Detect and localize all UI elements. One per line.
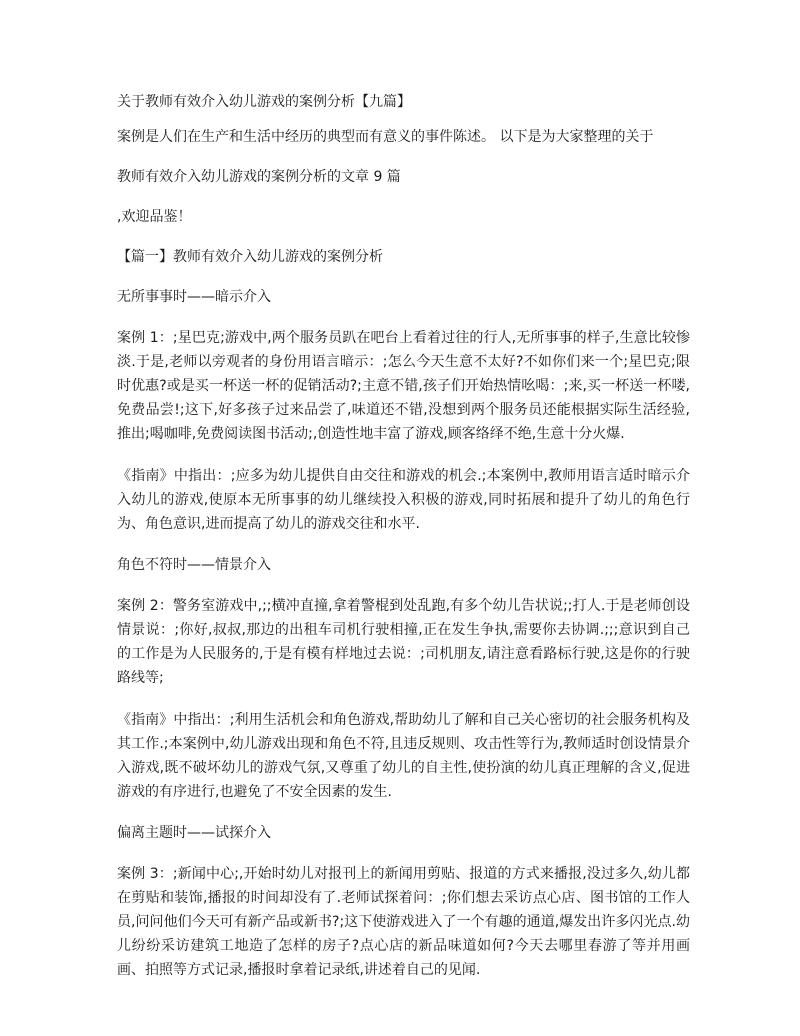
- guide-1-paragraph: 《指南》中指出：;应多为幼儿提供自由交往和游戏的机会.;本案例中,教师用语言适时暗示介入幼儿的游戏,使原本无所事事的幼儿继续投入积极的游戏,同时拓展和提升了幼儿的角色行为、角色意识,进而提高了幼儿的游戏交往和水平.: [117, 468, 690, 532]
- case-2-paragraph: 案例 2：警务室游戏中,;;横冲直撞,拿着警棍到处乱跑,有多个幼儿告状说;;打人.于是老师创设情景说：;你好,叔叔,那边的出租车司机行驶相撞,正在发生争执,需要你去协调.;;;意识到自己的工作是为人民服务的,于是有模有样地过去说：;司机朋友,请注意看路标行驶,这是你的行驶路线等;: [117, 598, 690, 686]
- intro-line-1: 案例是人们在生产和生活中经历的典型而有意义的事件陈述。 以下是为大家整理的关于: [117, 129, 654, 145]
- intro-line-2: 教师有效介入幼儿游戏的案例分析的文章 9 篇: [117, 169, 401, 185]
- subheading-scenario-intervention: 角色不符时——情景介入: [117, 557, 271, 573]
- document-title: 关于教师有效介入幼儿游戏的案例分析【九篇】: [117, 94, 411, 110]
- subheading-hint-intervention: 无所事事时——暗示介入: [117, 289, 271, 305]
- intro-line-3: ,欢迎品鉴！: [117, 209, 192, 225]
- subheading-probe-intervention: 偏离主题时——试探介入: [117, 825, 271, 841]
- case-1-paragraph: 案例 1：;星巴克;游戏中,两个服务员趴在吧台上看着过往的行人,无所事事的样子,生意比较惨淡.于是,老师以旁观者的身份用语言暗示：;怎么今天生意不太好?不如你们来一个;星巴克;限时优惠?或是买一杯送一杯的促销活动?;主意不错,孩子们开始热情吆喝：;来,买一杯送一杯喽,免费品尝!;这下,好多孩子过来品尝了,味道还不错,没想到两个服务员还能根据实际生活经验,推出;喝咖啡,免费阅读图书活动;,创造性地丰富了游戏,顾客络绎不绝,生意十分火爆.: [117, 330, 690, 442]
- guide-2-paragraph: 《指南》中指出：;利用生活机会和角色游戏,帮助幼儿了解和自己关心密切的社会服务机构及其工作.;本案例中,幼儿游戏出现和角色不符,且违反规则、攻击性等行为,教师适时创设情景介入游戏,既不破坏幼儿的游戏气氛,又尊重了幼儿的自主性,使扮演的幼儿真正理解的含义,促进游戏的有序进行,也避免了不安全因素的发生.: [117, 712, 690, 800]
- case-3-paragraph: 案例 3：;新闻中心;,开始时幼儿对报刊上的新闻用剪贴、报道的方式来播报,没过多久,幼儿都在剪贴和装饰,播报的时间却没有了.老师试探着问：;你们想去采访点心店、图书馆的工作人员,问问他们今天可有新产品或新书?;这下使游戏进入了一个有趣的通道,爆发出许多闪光点.幼儿纷纷采访建筑工地造了怎样的房子?点心店的新品味道如何?今天去哪里春游了等并用画画、拍照等方式记录,播报时拿着记录纸,讲述着自己的见闻.: [117, 866, 690, 978]
- section-heading-1: 【篇一】教师有效介入幼儿游戏的案例分析: [117, 249, 383, 265]
